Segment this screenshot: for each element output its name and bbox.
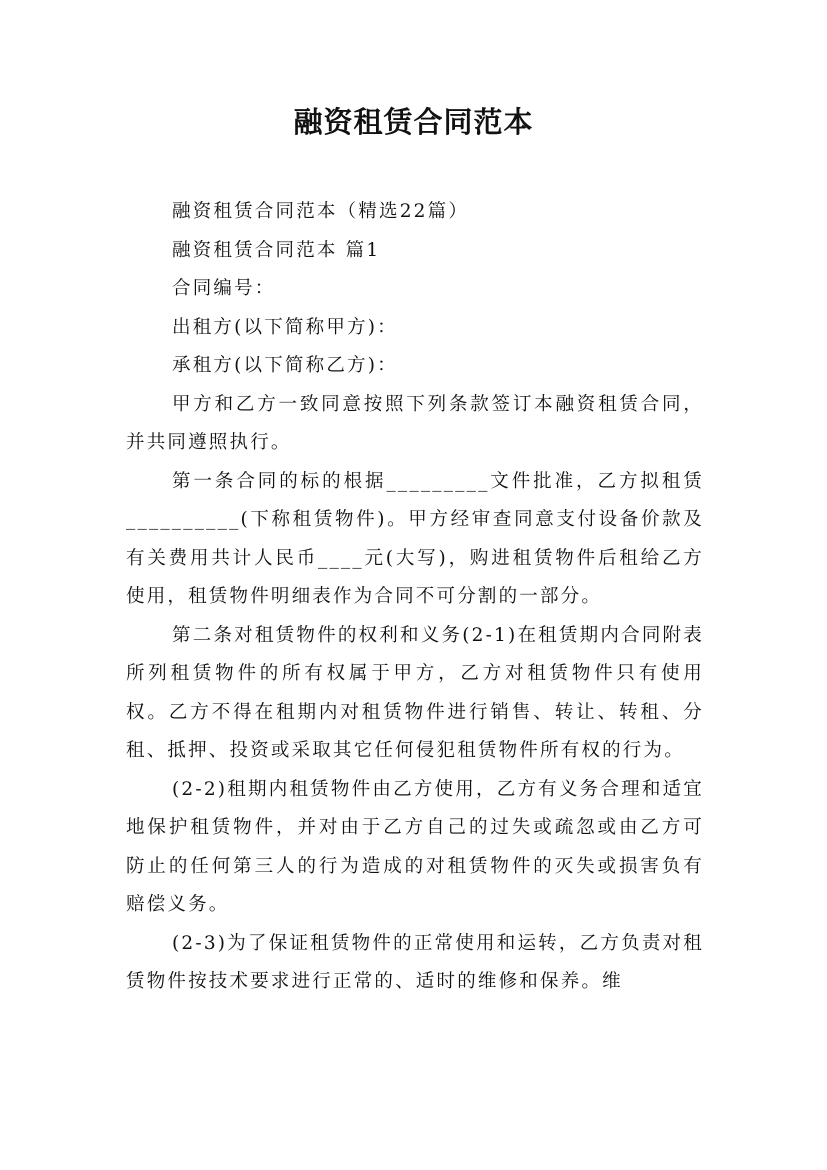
- paragraph-lessor: 出租方(以下简称甲方)：: [172, 316, 398, 338]
- document-title: 融资租赁合同范本: [293, 105, 534, 139]
- paragraph-clause-2-3: (2-3)为了保证租赁物件的正常使用和运转，乙方负责对租赁物件按技术要求进行正常的、适时的维修和保养。维: [126, 932, 704, 992]
- paragraph-article-1: 第一条合同的标的根据_________文件批准，乙方拟租赁__________(下称租赁物件)。甲方经审查同意支付设备价款及有关费用共计人民币____元(大写)，购进租赁物件后租给乙方使用，租赁物件明细表作为合同不可分割的一部分。: [126, 470, 704, 607]
- paragraph-chapter-heading: 融资租赁合同范本 篇1: [172, 239, 381, 261]
- paragraph-agreement: 甲方和乙方一致同意按照下列条款签订本融资租赁合同，并共同遵照执行。: [126, 393, 704, 453]
- paragraph-clause-2-2: (2-2)租期内租赁物件由乙方使用，乙方有义务合理和适宜地保护租赁物件，并对由于乙方自己的过失或疏忽或由乙方可防止的任何第三人的行为造成的对租赁物件的灭失或损害负有赔偿义务。: [126, 778, 704, 915]
- paragraph-article-2: 第二条对租赁物件的权利和义务(2-1)在租赁期内合同附表所列租赁物件的所有权属于甲方，乙方对租赁物件只有使用权。乙方不得在租期内对租赁物件进行销售、转让、转租、分租、抵押、投资或采取其它任何侵犯租赁物件所有权的行为。: [126, 624, 704, 761]
- document-body: [126, 193, 704, 1002]
- paragraph-subtitle: 融资租赁合同范本（精选22篇）: [172, 201, 470, 222]
- paragraph-contract-number: 合同编号：: [172, 278, 276, 299]
- paragraph-lessee: 承租方(以下简称乙方)：: [172, 355, 398, 376]
